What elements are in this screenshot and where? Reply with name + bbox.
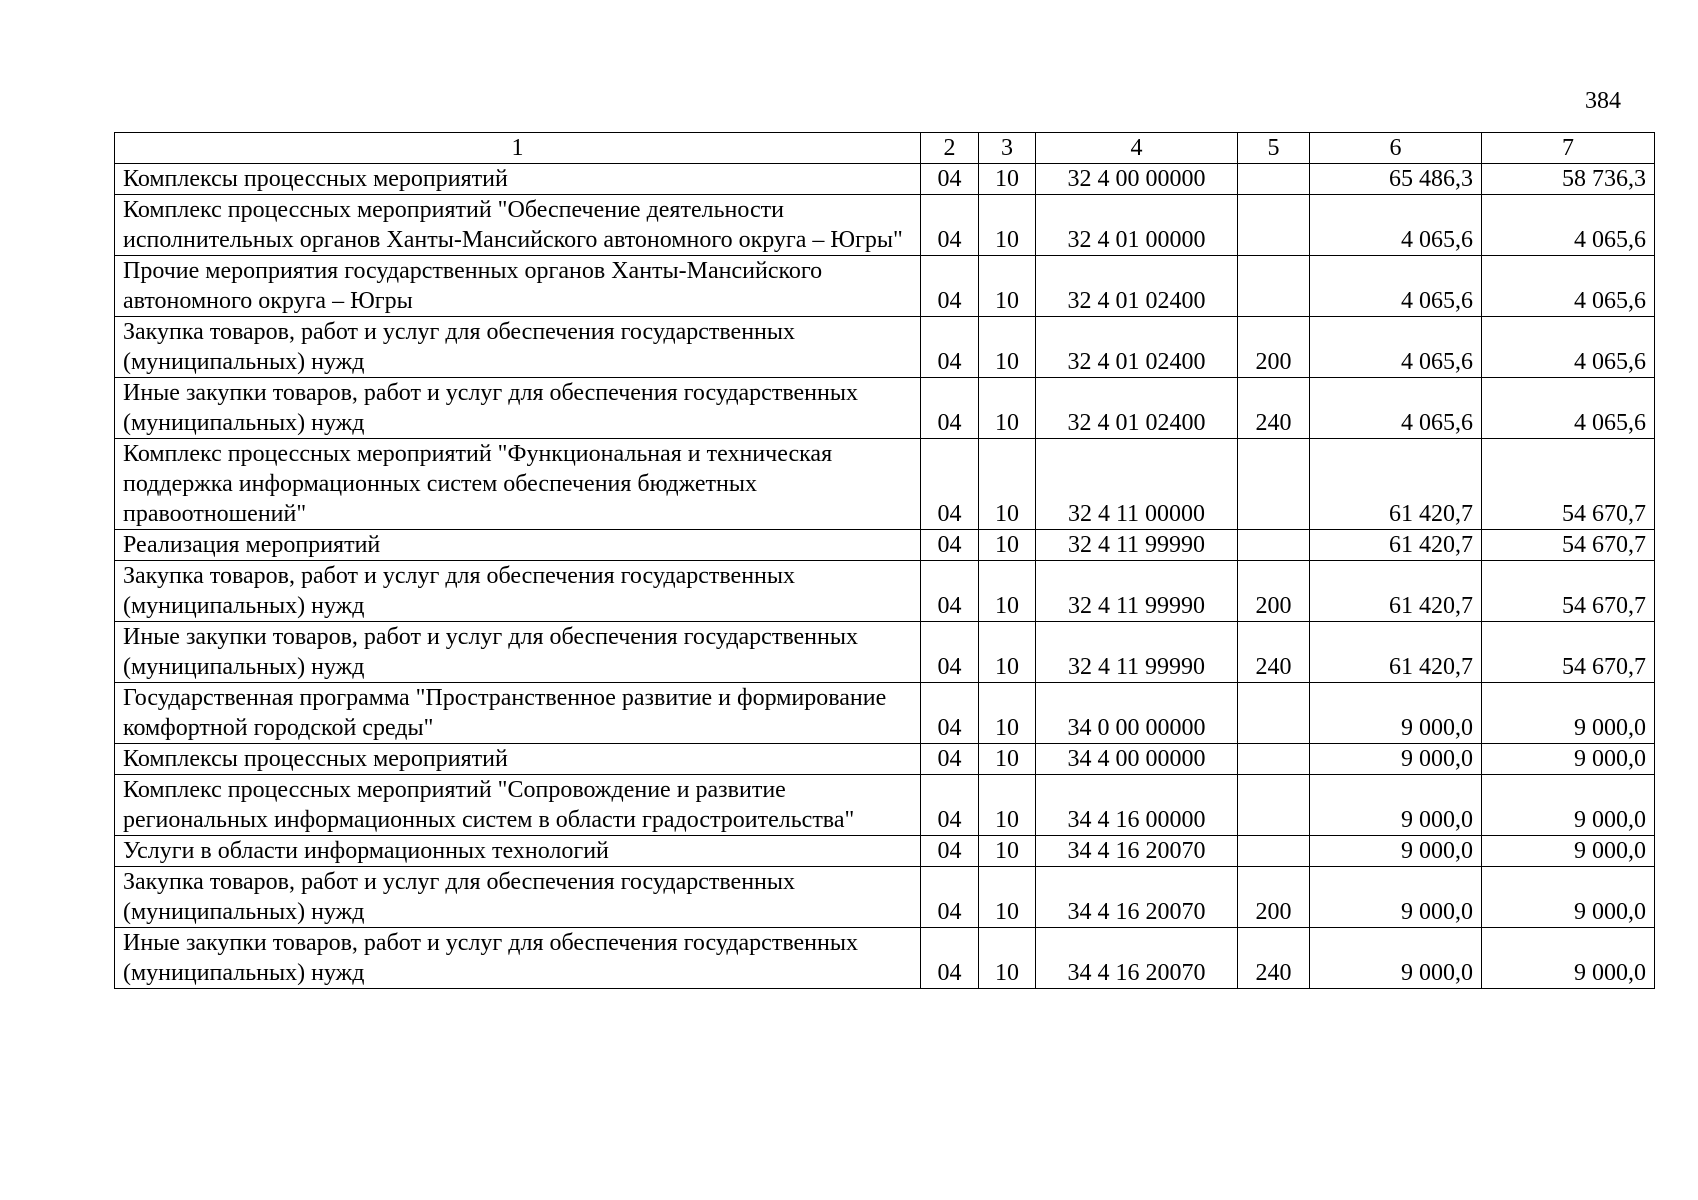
subsection-cell: 10	[979, 836, 1036, 867]
row-name-cell: Комплексы процессных мероприятий	[115, 164, 921, 195]
subsection-cell: 10	[979, 317, 1036, 378]
section-cell: 04	[921, 164, 979, 195]
target-article-cell: 34 4 16 20070	[1036, 836, 1238, 867]
amount-year1-cell: 61 420,7	[1310, 561, 1482, 622]
amount-year1-cell: 9 000,0	[1310, 867, 1482, 928]
amount-year1-cell: 9 000,0	[1310, 928, 1482, 989]
expense-type-cell	[1238, 744, 1310, 775]
section-cell: 04	[921, 195, 979, 256]
column-header-1: 1	[115, 133, 921, 164]
section-cell: 04	[921, 439, 979, 530]
target-article-cell: 34 4 16 00000	[1036, 775, 1238, 836]
amount-year2-cell: 9 000,0	[1482, 836, 1655, 867]
expense-type-cell	[1238, 530, 1310, 561]
column-header-3: 3	[979, 133, 1036, 164]
row-name-cell: Реализация мероприятий	[115, 530, 921, 561]
table-row	[115, 378, 1655, 439]
amount-year2-cell: 58 736,3	[1482, 164, 1655, 195]
table-row	[115, 683, 1655, 744]
row-name-cell: Иные закупки товаров, работ и услуг для обеспечения государственных (муниципальных) нужд	[115, 928, 921, 989]
row-name-cell: Комплексы процессных мероприятий	[115, 744, 921, 775]
target-article-cell: 32 4 11 99990	[1036, 622, 1238, 683]
section-cell: 04	[921, 683, 979, 744]
expense-type-cell	[1238, 775, 1310, 836]
section-cell: 04	[921, 867, 979, 928]
expense-type-cell: 240	[1238, 622, 1310, 683]
expense-type-cell	[1238, 164, 1310, 195]
table-row	[115, 622, 1655, 683]
table-row	[115, 317, 1655, 378]
amount-year1-cell: 61 420,7	[1310, 530, 1482, 561]
amount-year2-cell: 9 000,0	[1482, 683, 1655, 744]
row-name-cell: Комплекс процессных мероприятий "Функциональная и техническая поддержка информационных систем обеспечения бюджетных правоотношений"	[115, 439, 921, 530]
subsection-cell: 10	[979, 256, 1036, 317]
subsection-cell: 10	[979, 928, 1036, 989]
amount-year1-cell: 9 000,0	[1310, 775, 1482, 836]
amount-year2-cell: 54 670,7	[1482, 530, 1655, 561]
row-name-cell: Услуги в области информационных технологий	[115, 836, 921, 867]
table-row	[115, 928, 1655, 989]
expense-type-cell	[1238, 439, 1310, 530]
column-header-5: 5	[1238, 133, 1310, 164]
expense-type-cell	[1238, 836, 1310, 867]
amount-year1-cell: 4 065,6	[1310, 317, 1482, 378]
section-cell: 04	[921, 836, 979, 867]
table-row	[115, 836, 1655, 867]
amount-year1-cell: 9 000,0	[1310, 744, 1482, 775]
target-article-cell: 32 4 01 02400	[1036, 317, 1238, 378]
column-header-6: 6	[1310, 133, 1482, 164]
target-article-cell: 32 4 11 00000	[1036, 439, 1238, 530]
amount-year2-cell: 9 000,0	[1482, 928, 1655, 989]
target-article-cell: 34 0 00 00000	[1036, 683, 1238, 744]
table-body	[115, 164, 1655, 989]
subsection-cell: 10	[979, 622, 1036, 683]
row-name-cell: Комплекс процессных мероприятий "Обеспечение деятельности исполнительных органов Ханты-Мансийского автономного округа – Югры"	[115, 195, 921, 256]
header-row	[115, 133, 1655, 164]
subsection-cell: 10	[979, 683, 1036, 744]
target-article-cell: 32 4 01 02400	[1036, 256, 1238, 317]
section-cell: 04	[921, 622, 979, 683]
amount-year1-cell: 9 000,0	[1310, 683, 1482, 744]
section-cell: 04	[921, 775, 979, 836]
expense-type-cell: 240	[1238, 928, 1310, 989]
subsection-cell: 10	[979, 867, 1036, 928]
expense-type-cell	[1238, 683, 1310, 744]
amount-year2-cell: 54 670,7	[1482, 439, 1655, 530]
table-row	[115, 530, 1655, 561]
amount-year1-cell: 4 065,6	[1310, 256, 1482, 317]
table-row	[115, 561, 1655, 622]
section-cell: 04	[921, 256, 979, 317]
amount-year1-cell: 61 420,7	[1310, 439, 1482, 530]
amount-year2-cell: 4 065,6	[1482, 256, 1655, 317]
amount-year2-cell: 9 000,0	[1482, 775, 1655, 836]
amount-year2-cell: 9 000,0	[1482, 867, 1655, 928]
subsection-cell: 10	[979, 164, 1036, 195]
amount-year2-cell: 9 000,0	[1482, 744, 1655, 775]
amount-year2-cell: 54 670,7	[1482, 561, 1655, 622]
section-cell: 04	[921, 378, 979, 439]
table-row	[115, 439, 1655, 530]
section-cell: 04	[921, 928, 979, 989]
section-cell: 04	[921, 744, 979, 775]
target-article-cell: 34 4 16 20070	[1036, 928, 1238, 989]
row-name-cell: Государственная программа "Пространственное развитие и формирование комфортной городской среды"	[115, 683, 921, 744]
column-header-2: 2	[921, 133, 979, 164]
subsection-cell: 10	[979, 744, 1036, 775]
expense-type-cell: 200	[1238, 561, 1310, 622]
target-article-cell: 32 4 11 99990	[1036, 530, 1238, 561]
amount-year1-cell: 4 065,6	[1310, 195, 1482, 256]
amount-year1-cell: 61 420,7	[1310, 622, 1482, 683]
column-header-7: 7	[1482, 133, 1655, 164]
target-article-cell: 32 4 01 00000	[1036, 195, 1238, 256]
expense-type-cell	[1238, 256, 1310, 317]
table-row	[115, 867, 1655, 928]
column-header-4: 4	[1036, 133, 1238, 164]
subsection-cell: 10	[979, 378, 1036, 439]
page-number: 384	[1585, 88, 1621, 114]
expense-type-cell	[1238, 195, 1310, 256]
row-name-cell: Комплекс процессных мероприятий "Сопровождение и развитие региональных информационных систем в области градостроительства"	[115, 775, 921, 836]
amount-year1-cell: 9 000,0	[1310, 836, 1482, 867]
subsection-cell: 10	[979, 530, 1036, 561]
row-name-cell: Закупка товаров, работ и услуг для обеспечения государственных (муниципальных) нужд	[115, 561, 921, 622]
amount-year2-cell: 54 670,7	[1482, 622, 1655, 683]
expense-type-cell: 200	[1238, 867, 1310, 928]
budget-table	[114, 132, 1655, 989]
expense-type-cell: 240	[1238, 378, 1310, 439]
amount-year1-cell: 65 486,3	[1310, 164, 1482, 195]
row-name-cell: Прочие мероприятия государственных органов Ханты-Мансийского автономного округа – Югры	[115, 256, 921, 317]
section-cell: 04	[921, 317, 979, 378]
amount-year1-cell: 4 065,6	[1310, 378, 1482, 439]
target-article-cell: 34 4 00 00000	[1036, 744, 1238, 775]
target-article-cell: 32 4 00 00000	[1036, 164, 1238, 195]
target-article-cell: 32 4 11 99990	[1036, 561, 1238, 622]
amount-year2-cell: 4 065,6	[1482, 317, 1655, 378]
table-row	[115, 256, 1655, 317]
section-cell: 04	[921, 530, 979, 561]
table-row	[115, 164, 1655, 195]
table-row	[115, 195, 1655, 256]
amount-year2-cell: 4 065,6	[1482, 195, 1655, 256]
table-row	[115, 744, 1655, 775]
subsection-cell: 10	[979, 195, 1036, 256]
subsection-cell: 10	[979, 439, 1036, 530]
expense-type-cell: 200	[1238, 317, 1310, 378]
target-article-cell: 32 4 01 02400	[1036, 378, 1238, 439]
section-cell: 04	[921, 561, 979, 622]
table-row	[115, 775, 1655, 836]
row-name-cell: Закупка товаров, работ и услуг для обеспечения государственных (муниципальных) нужд	[115, 867, 921, 928]
subsection-cell: 10	[979, 775, 1036, 836]
row-name-cell: Иные закупки товаров, работ и услуг для обеспечения государственных (муниципальных) нужд	[115, 378, 921, 439]
subsection-cell: 10	[979, 561, 1036, 622]
row-name-cell: Иные закупки товаров, работ и услуг для обеспечения государственных (муниципальных) нужд	[115, 622, 921, 683]
target-article-cell: 34 4 16 20070	[1036, 867, 1238, 928]
amount-year2-cell: 4 065,6	[1482, 378, 1655, 439]
row-name-cell: Закупка товаров, работ и услуг для обеспечения государственных (муниципальных) нужд	[115, 317, 921, 378]
